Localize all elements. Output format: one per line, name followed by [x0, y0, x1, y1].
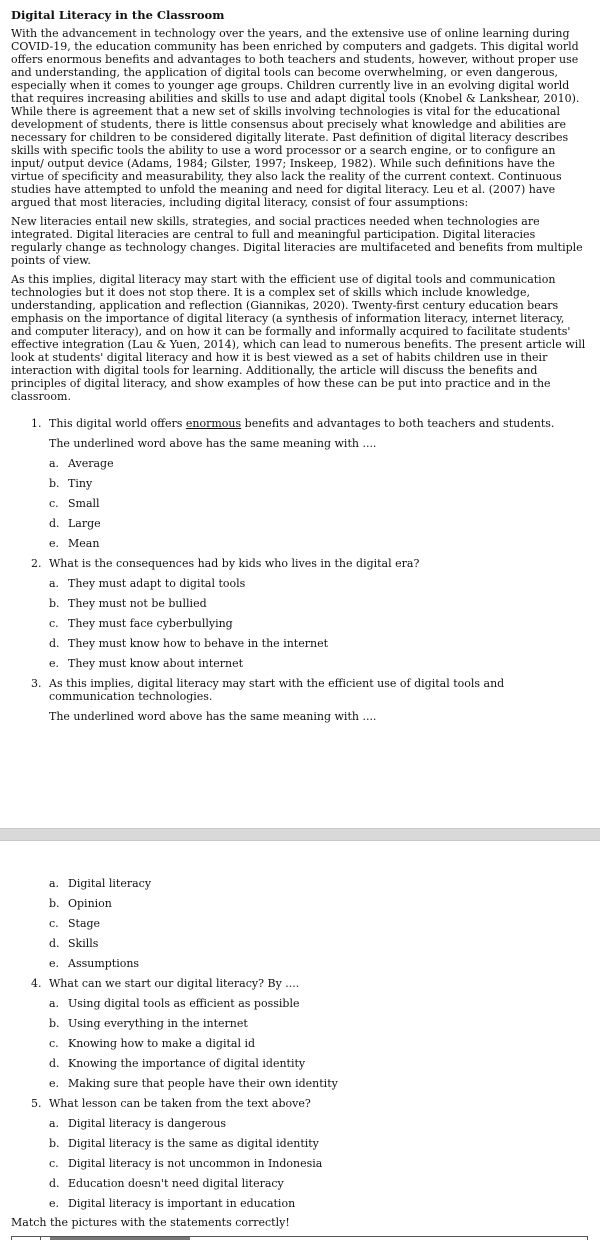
question-1: [11, 417, 588, 550]
document-page-2: [0, 841, 600, 1240]
matching-table-divider: [40, 1236, 41, 1240]
question-text: What lesson can be taken from the text above?: [49, 1097, 311, 1110]
option-c[interactable]: [49, 1157, 588, 1170]
option-text: Using digital tools as efficient as possible: [68, 997, 300, 1010]
page-separator: [0, 828, 600, 841]
question-3-options: [11, 877, 588, 970]
option-letter: a.: [49, 877, 60, 890]
option-letter: b.: [49, 1137, 60, 1150]
option-letter: a.: [49, 1117, 60, 1130]
option-c[interactable]: [49, 917, 588, 930]
option-list: [49, 1117, 588, 1210]
underlined-word: enormous: [185, 417, 242, 430]
document-title: Digital Literacy in the Classroom: [11, 8, 225, 22]
option-letter: e.: [49, 1077, 60, 1090]
option-c[interactable]: [49, 617, 588, 630]
option-e[interactable]: [49, 1077, 588, 1090]
option-text: They must know how to behave in the internet: [68, 637, 328, 650]
option-text: Digital literacy: [68, 877, 152, 890]
option-b[interactable]: [49, 597, 588, 610]
question-list-continued: [11, 877, 588, 1210]
option-text: Knowing the importance of digital identity: [68, 1057, 306, 1070]
option-letter: d.: [49, 1057, 60, 1070]
option-letter: e.: [49, 537, 60, 550]
option-list: [49, 577, 588, 670]
option-text: Education doesn't need digital literacy: [68, 1177, 284, 1190]
option-c[interactable]: [49, 1037, 588, 1050]
option-letter: a.: [49, 577, 60, 590]
question-2: [11, 557, 588, 670]
option-e[interactable]: [49, 657, 588, 670]
paragraph-assumptions: New literacies entail new skills, strategies, and social practices needed when technologies are integrated. Digital literacies are central to full and meaningful participation. Digital literacies regularly change as technology changes. Digital literacies are multifaceted and benefits from multiple points of view.: [11, 215, 583, 267]
question-list: [11, 417, 588, 723]
option-a[interactable]: [49, 1117, 588, 1130]
option-letter: e.: [49, 657, 60, 670]
option-b[interactable]: [49, 1017, 588, 1030]
option-letter: d.: [49, 637, 60, 650]
question-text: As this implies, digital literacy may start with the efficient use of digital tools and communication technologies.: [49, 677, 505, 703]
option-letter: e.: [49, 957, 60, 970]
question-3: [11, 677, 588, 723]
option-b[interactable]: [49, 477, 588, 490]
option-text: Skills: [68, 937, 99, 950]
option-a[interactable]: [49, 577, 588, 590]
option-letter: d.: [49, 937, 60, 950]
option-letter: a.: [49, 457, 60, 470]
question-5: [11, 1097, 588, 1210]
question-number: 5.: [31, 1097, 42, 1110]
option-text: Using everything in the internet: [68, 1017, 248, 1030]
option-text: They must face cyberbullying: [68, 617, 233, 630]
option-a[interactable]: [49, 877, 588, 890]
question-subtext: The underlined word above has the same meaning with ....: [49, 710, 377, 723]
option-text: Opinion: [68, 897, 112, 910]
option-text: Tiny: [68, 477, 93, 490]
option-d[interactable]: [49, 937, 588, 950]
option-text: Average: [68, 457, 114, 470]
option-list: [49, 997, 588, 1090]
option-letter: c.: [49, 497, 59, 510]
option-e[interactable]: [49, 1197, 588, 1210]
option-text: Knowing how to make a digital id: [68, 1037, 256, 1050]
option-letter: d.: [49, 1177, 60, 1190]
match-instruction: Match the pictures with the statements correctly!: [11, 1216, 290, 1229]
option-a[interactable]: [49, 457, 588, 470]
option-text: Digital literacy is important in education: [68, 1197, 296, 1210]
question-number: 3.: [31, 677, 42, 690]
option-text: Stage: [68, 917, 101, 930]
paragraph-intro: With the advancement in technology over the years, and the extensive use of online learning during COVID-19, the education community has been enriched by computers and gadgets. This digital world offers enormous benefits and advantages to both teachers and students, however, without proper use and understanding, the application of digital tools can become overwhelming, or even dangerous, especially when it comes to younger age groups. Children currently live in an evolving digital world that requires increasing abilities and skills to use and adapt digital tools (Knobel & Lankshear, 2010). While there is agreement that a new set of skills involving technologies is vital for the educational development of students, there is little consensus about precisely what knowledge and abilities are necessary for children to be considered digitally literate. Past definition of digital literacy describes skills with specific tools the ability to use a word processor or a search engine, or to configure an input/ output device (Adams, 1984; Gilster, 1997; Inskeep, 1982). While such definitions have the virtue of specificity and measurability, they also lack the reality of the current context. Continuous studies have attempted to unfold the meaning and need for digital literacy. Leu et al. (2007) have argued that most literacies, including digital literacy, consist of four assumptions:: [11, 27, 580, 209]
option-text: Digital literacy is the same as digital identity: [68, 1137, 319, 1150]
option-text: Small: [68, 497, 100, 510]
question-text-before: This digital world offers: [49, 417, 186, 430]
question-text-after: benefits and advantages to both teachers and students.: [241, 417, 555, 430]
question-number: 4.: [31, 977, 42, 990]
question-number: 2.: [31, 557, 42, 570]
question-text: What can we start our digital literacy? By ....: [49, 977, 300, 990]
option-list: [49, 457, 588, 550]
question-text: [49, 417, 588, 430]
option-text: Digital literacy is dangerous: [68, 1117, 227, 1130]
question-number: 1.: [31, 417, 42, 430]
paragraph-implications: As this implies, digital literacy may start with the efficient use of digital tools and communication technologies but it does not stop there. It is a complex set of skills which include knowledge, understanding, application and reflection (Giannikas, 2020). Twenty-first century education bears emphasis on the importance of digital literacy (a synthesis of information literacy, internet literacy, and computer literacy), and on how it can be formally and informally acquired to facilitate students' effective integration (Lau & Yuen, 2014), which can lead to numerous benefits. The present article will look at students' digital literacy and how it is best viewed as a set of habits children use in their interaction with digital tools for learning. Additionally, the article will discuss the benefits and principles of digital literacy, and show examples of how these can be put into practice and in the classroom.: [11, 273, 586, 403]
question-subtext: The underlined word above has the same meaning with ....: [49, 437, 377, 450]
option-letter: b.: [49, 1017, 60, 1030]
question-4: [11, 977, 588, 1090]
option-e[interactable]: [49, 957, 588, 970]
option-d[interactable]: [49, 517, 588, 530]
option-d[interactable]: [49, 1177, 588, 1190]
option-text: They must not be bullied: [68, 597, 207, 610]
option-text: They must adapt to digital tools: [68, 577, 246, 590]
option-d[interactable]: [49, 1057, 588, 1070]
option-letter: a.: [49, 997, 60, 1010]
option-text: They must know about internet: [68, 657, 244, 670]
option-text: Large: [68, 517, 101, 530]
option-letter: b.: [49, 477, 60, 490]
option-list: [49, 877, 588, 970]
option-b[interactable]: [49, 1137, 588, 1150]
option-text: Digital literacy is not uncommon in Indonesia: [68, 1157, 323, 1170]
option-letter: b.: [49, 597, 60, 610]
option-letter: c.: [49, 617, 59, 630]
option-text: Assumptions: [68, 957, 140, 970]
option-text: Making sure that people have their own identity: [68, 1077, 338, 1090]
option-d[interactable]: [49, 637, 588, 650]
option-text: Mean: [68, 537, 100, 550]
option-e[interactable]: [49, 537, 588, 550]
option-letter: c.: [49, 917, 59, 930]
option-letter: b.: [49, 897, 60, 910]
option-b[interactable]: [49, 897, 588, 910]
question-text: What is the consequences had by kids who lives in the digital era?: [49, 557, 420, 570]
option-a[interactable]: [49, 997, 588, 1010]
option-letter: d.: [49, 517, 60, 530]
option-c[interactable]: [49, 497, 588, 510]
option-letter: e.: [49, 1197, 60, 1210]
option-letter: c.: [49, 1157, 59, 1170]
option-letter: c.: [49, 1037, 59, 1050]
